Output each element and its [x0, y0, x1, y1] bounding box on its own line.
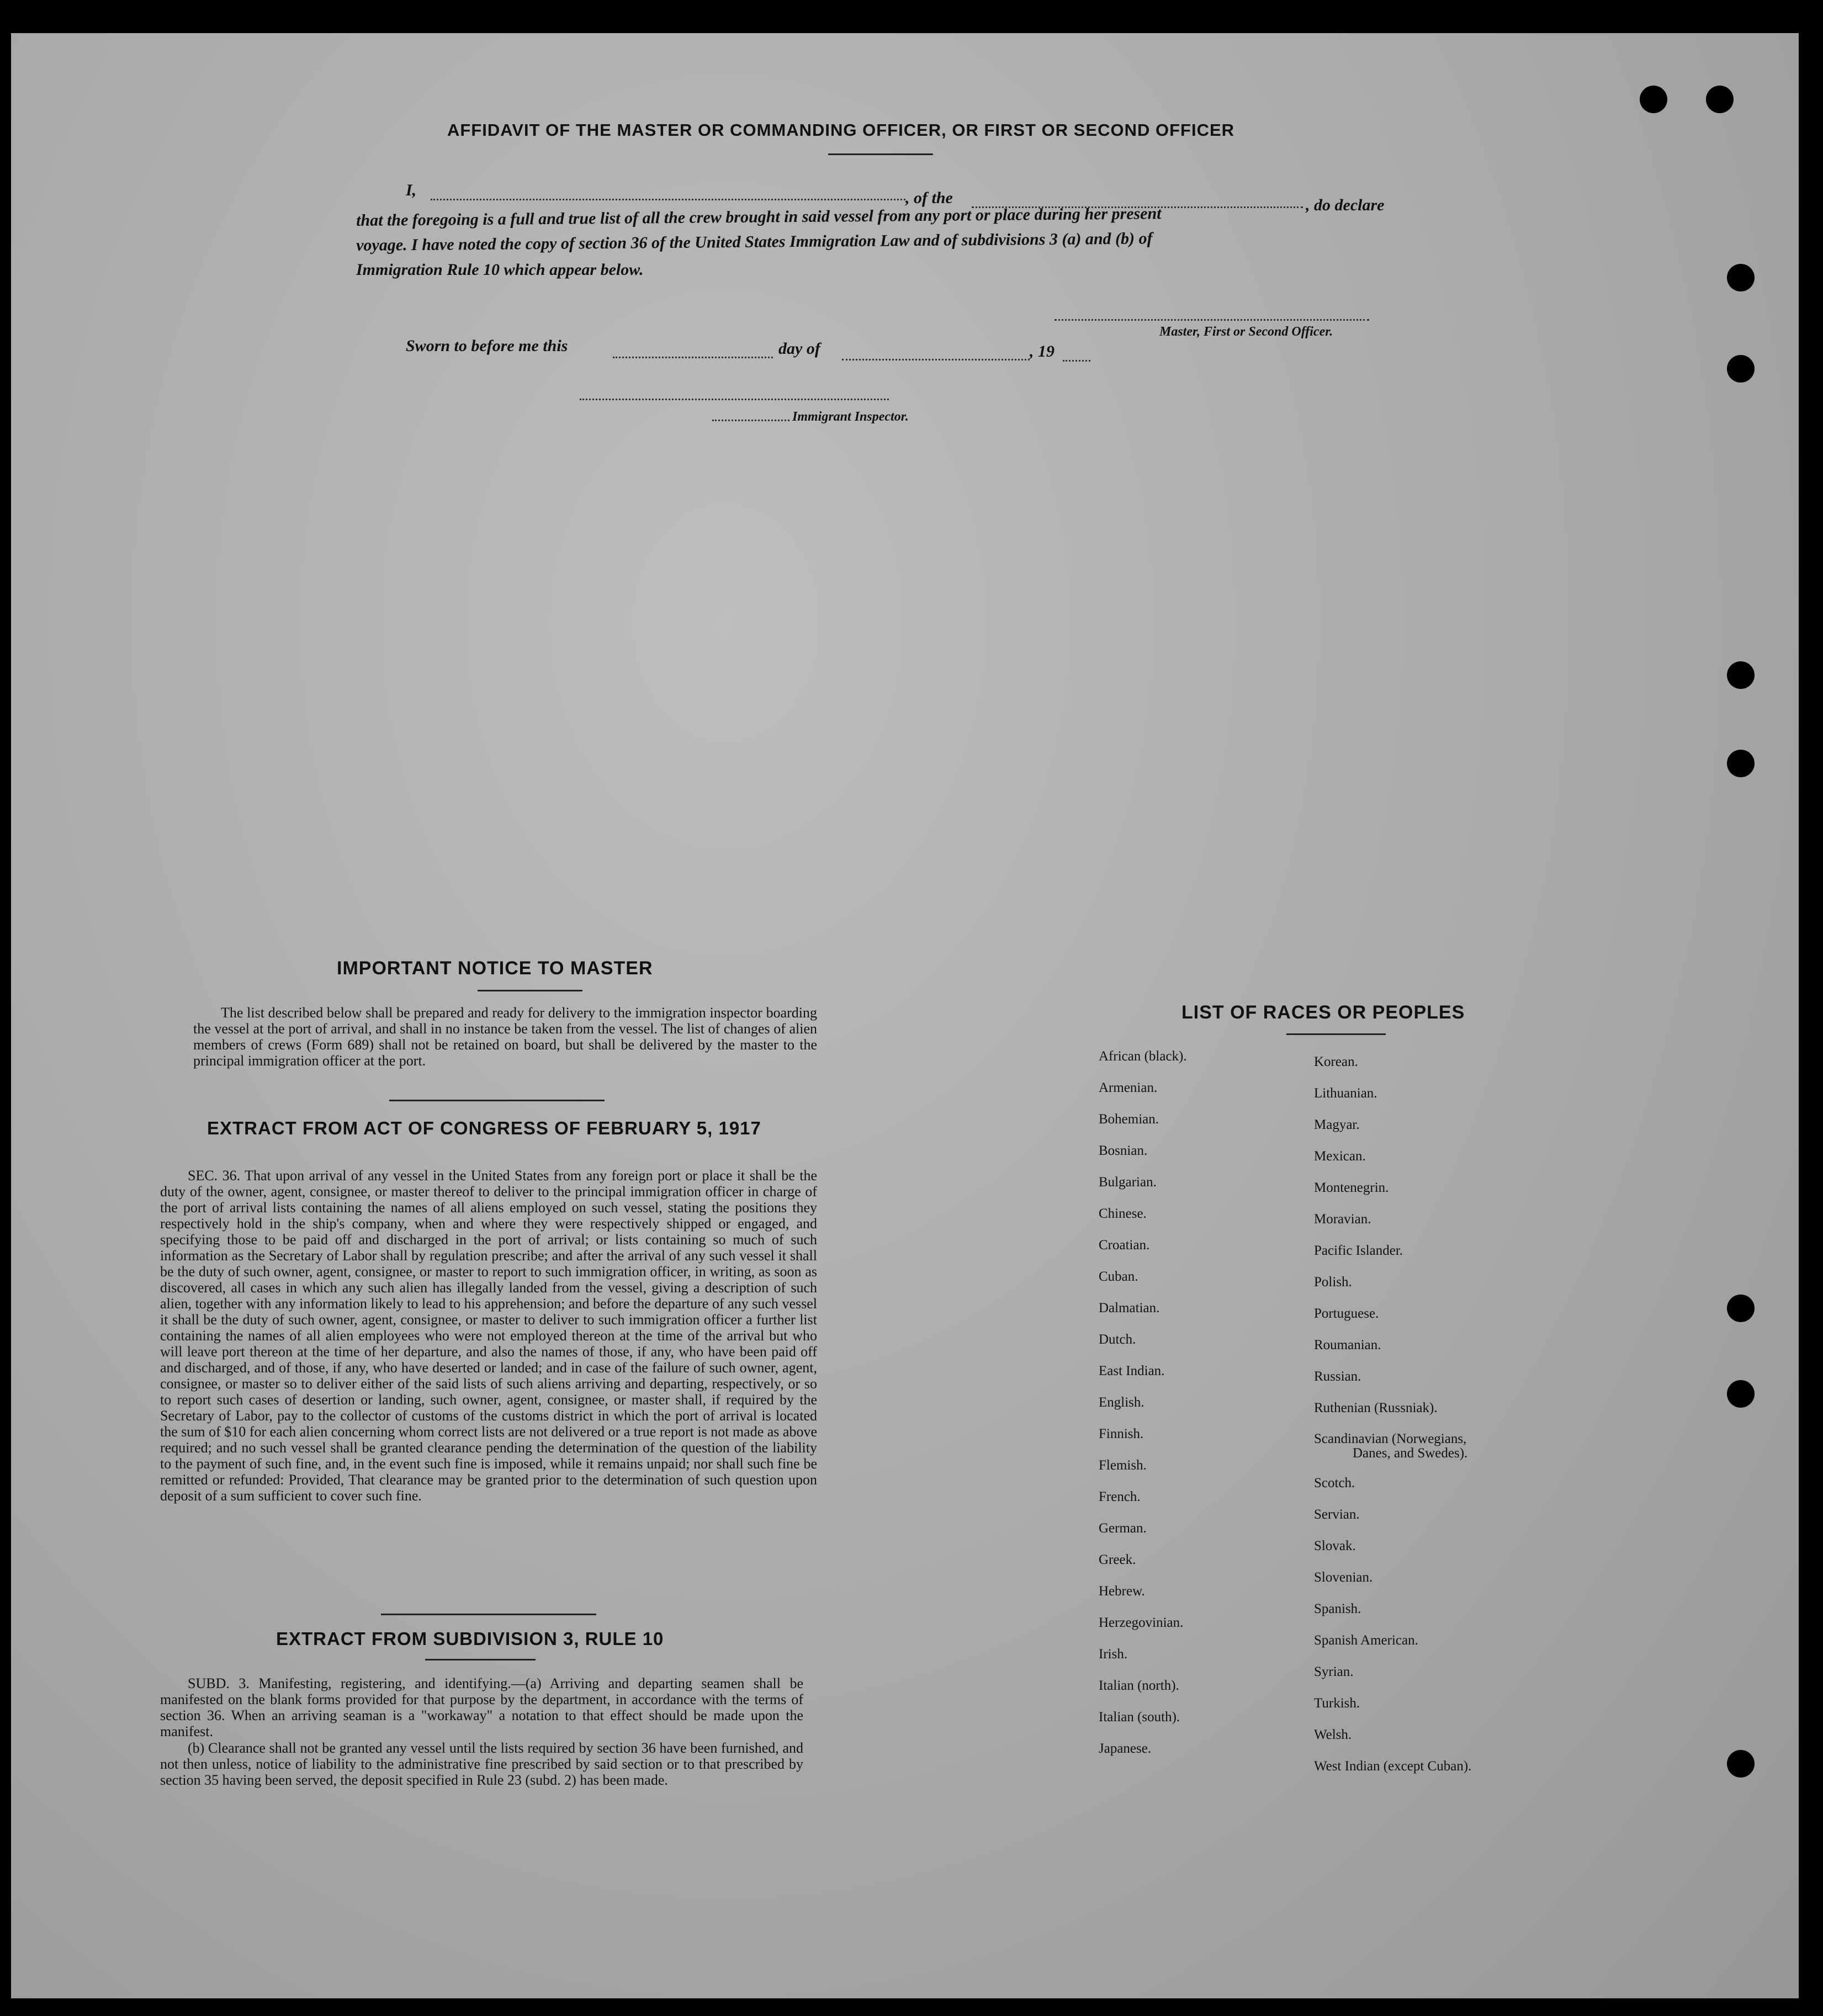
race-item: Moravian.	[1314, 1212, 1371, 1227]
punch-hole	[1640, 86, 1667, 113]
race-item: French.	[1099, 1489, 1141, 1504]
affidavit-do-declare: , do declare	[1306, 196, 1385, 214]
race-item: Greek.	[1099, 1552, 1136, 1567]
race-item: Dalmatian.	[1099, 1301, 1160, 1315]
extract-rule-text-b: (b) Clearance shall not be granted any vessel until the lists required by section 36 have been furnished, and not then unless, notice of liability to the administrative fine prescribed by said section or to that prescribed by section 35 having been served, the deposit specified in Rule 23 (subd. 2) has been made.	[160, 1740, 803, 1788]
punch-hole	[1727, 1750, 1755, 1778]
race-item: Spanish.	[1314, 1601, 1361, 1616]
divider	[828, 153, 933, 155]
race-item: Servian.	[1314, 1507, 1360, 1522]
race-item: Pacific Islander.	[1314, 1243, 1403, 1258]
race-item: Danes, and Swedes).	[1353, 1446, 1468, 1461]
race-item: Portuguese.	[1314, 1306, 1379, 1321]
race-item: Slovenian.	[1314, 1570, 1373, 1585]
year-blank	[1063, 360, 1090, 362]
race-item: Cuban.	[1099, 1269, 1138, 1284]
race-item: Armenian.	[1099, 1080, 1158, 1095]
race-item: Finnish.	[1099, 1426, 1144, 1441]
race-item: Flemish.	[1099, 1458, 1147, 1473]
race-item: Scotch.	[1314, 1476, 1355, 1490]
signature-caption: Master, First or Second Officer.	[1159, 325, 1333, 339]
signature-blank	[1054, 319, 1369, 321]
punch-hole	[1727, 1295, 1755, 1322]
extract-rule-title: EXTRACT FROM SUBDIVISION 3, RULE 10	[276, 1628, 664, 1649]
race-item: Herzegovinian.	[1099, 1615, 1184, 1630]
race-item: Croatian.	[1099, 1238, 1150, 1253]
notice-title: IMPORTANT NOTICE TO MASTER	[337, 958, 653, 979]
affidavit-i-label: I,	[406, 181, 417, 199]
race-item: Mexican.	[1314, 1149, 1366, 1164]
punch-hole	[1727, 1380, 1755, 1408]
race-item: Welsh.	[1314, 1727, 1352, 1742]
race-item: Italian (north).	[1099, 1678, 1179, 1693]
divider	[425, 1659, 536, 1660]
notice-text: The list described below shall be prepared and ready for delivery to the immigration inspector boarding the vessel at the port of arrival, and shall in no instance be taken from the vessel. The list of changes of alien members of crews (Form 689) shall not be retained on board, but shall be delivered by the master to the principal immigration officer at the port.	[193, 1005, 817, 1069]
punch-hole	[1727, 661, 1755, 689]
races-column-1	[1099, 1041, 1187, 1764]
race-item: Ruthenian (Russniak).	[1314, 1400, 1438, 1415]
inspector-caption: Immigrant Inspector.	[792, 410, 909, 424]
race-item: West Indian (except Cuban).	[1314, 1759, 1472, 1774]
affidavit-body-line1: that the foregoing is a full and true list of all the crew brought in said vessel from any port or place during her present	[356, 204, 1162, 230]
races-column-2	[1314, 1046, 1471, 1782]
race-item: Lithuanian.	[1314, 1086, 1377, 1101]
race-item: Polish.	[1314, 1275, 1352, 1290]
race-item: Montenegrin.	[1314, 1180, 1389, 1195]
race-item: Chinese.	[1099, 1206, 1147, 1221]
affidavit-body-line2: voyage. I have noted the copy of section 36 of the United States Immigration Law and of subdivisions 3 (a) and (b) of	[356, 229, 1153, 254]
year-label: , 19	[1030, 342, 1054, 360]
affidavit-body-line3: Immigration Rule 10 which appear below.	[356, 261, 644, 279]
race-item: Magyar.	[1314, 1117, 1360, 1132]
punch-hole	[1727, 355, 1755, 383]
race-item: Hebrew.	[1099, 1584, 1145, 1599]
affidavit-of-the: , of the	[905, 189, 953, 207]
month-blank	[842, 359, 1030, 360]
race-item: Roumanian.	[1314, 1338, 1381, 1352]
extract-rule-text-a: SUBD. 3. Manifesting, registering, and identifying.—(a) Arriving and departing seamen shall be manifested on the blank forms provided for that purpose by the department, in accordance with the terms of section 36. When an arriving seaman is a "workaway" a notation to that effect should be made upon the manifest.	[160, 1675, 803, 1739]
race-item: Russian.	[1314, 1369, 1361, 1384]
name-blank	[431, 199, 905, 200]
divider	[1286, 1033, 1386, 1035]
race-item: Bohemian.	[1099, 1112, 1159, 1127]
race-item: Bulgarian.	[1099, 1175, 1157, 1190]
race-item: Japanese.	[1099, 1741, 1152, 1756]
race-item: Scandinavian (Norwegians,	[1314, 1431, 1467, 1446]
race-item: Slovak.	[1314, 1538, 1356, 1553]
races-title: LIST OF RACES OR PEOPLES	[1181, 1002, 1465, 1023]
inspector-blank-short	[712, 420, 789, 421]
extract-act-text: SEC. 36. That upon arrival of any vessel in the United States from any foreign port or place it shall be the duty of the owner, agent, consignee, or master thereof to deliver to the principal immigration officer in charge of the port of arrival lists containing the names of all aliens employed on such vessel, stating the positions they respectively hold in the ship's company, when and where they were respectively shipped or engaged, and specifying those to be paid off and discharged in the port of arrival; or lists containing so much of such information as the Secretary of Labor shall by regulation prescribe; and after the arrival of any such vessel it shall be the duty of such owner, agent, consignee, or master to report to such immigration officer, in writing, as soon as discovered, all cases in which any such alien has illegally landed from the vessel, giving a description of such alien, together with any information likely to lead to his apprehension; and before the departure of any such vessel it shall be the duty of such owner, agent, consignee, or master to deliver to such immigration officer a further list containing the names of all alien employees who were not employed thereon at the time of the arrival but who will leave port thereon at the time of her departure, and also the names of those, if any, who have been paid off and discharged, and of those, if any, who have deserted or landed; and in case of the failure of such owner, agent, consignee, or master so to deliver either of the said lists of such aliens arriving and departing, respectively, or so to report such cases of desertion or landing, such owner, agent, consignee, or master shall, if required by the Secretary of Labor, pay to the collector of customs of the customs district in which the port of arrival is located the sum of $10 for each alien concerning whom correct lists are not delivered or a true report is not made as above required; and no such vessel shall be granted clearance pending the determination of the question of the liability to the payment of such fine, and, in the event such fine is imposed, while it remains unpaid; nor shall such fine be remitted or refunded: Provided, That clearance may be granted prior to the determination of such question upon deposit of a sum sufficient to cover such fine.	[160, 1168, 817, 1504]
affidavit-title: AFFIDAVIT OF THE MASTER OR COMMANDING OFFICER, OR FIRST OR SECOND OFFICER	[447, 120, 1235, 140]
race-item: Spanish American.	[1314, 1633, 1418, 1648]
divider	[478, 990, 582, 991]
punch-hole	[1706, 86, 1734, 113]
extract-act-title: EXTRACT FROM ACT OF CONGRESS OF FEBRUARY 5, 1917	[207, 1118, 761, 1138]
race-item: Irish.	[1099, 1647, 1128, 1662]
race-item: Syrian.	[1314, 1664, 1354, 1679]
divider	[389, 1100, 605, 1101]
day-of-label: day of	[778, 339, 820, 358]
race-item: Korean.	[1314, 1054, 1358, 1069]
punch-hole	[1727, 264, 1755, 291]
race-item: Italian (south).	[1099, 1710, 1180, 1725]
race-item: German.	[1099, 1521, 1147, 1536]
punch-hole	[1727, 750, 1755, 777]
divider	[381, 1614, 596, 1615]
inspector-blank	[580, 399, 889, 400]
race-item: Turkish.	[1314, 1696, 1360, 1711]
race-item: English.	[1099, 1395, 1144, 1410]
race-item: Dutch.	[1099, 1332, 1136, 1347]
sworn-label: Sworn to before me this	[406, 337, 568, 355]
document-page	[11, 33, 1799, 1998]
race-item: Bosnian.	[1099, 1143, 1148, 1158]
race-item: African (black).	[1099, 1049, 1187, 1064]
day-blank	[613, 357, 773, 358]
race-item: East Indian.	[1099, 1364, 1165, 1378]
